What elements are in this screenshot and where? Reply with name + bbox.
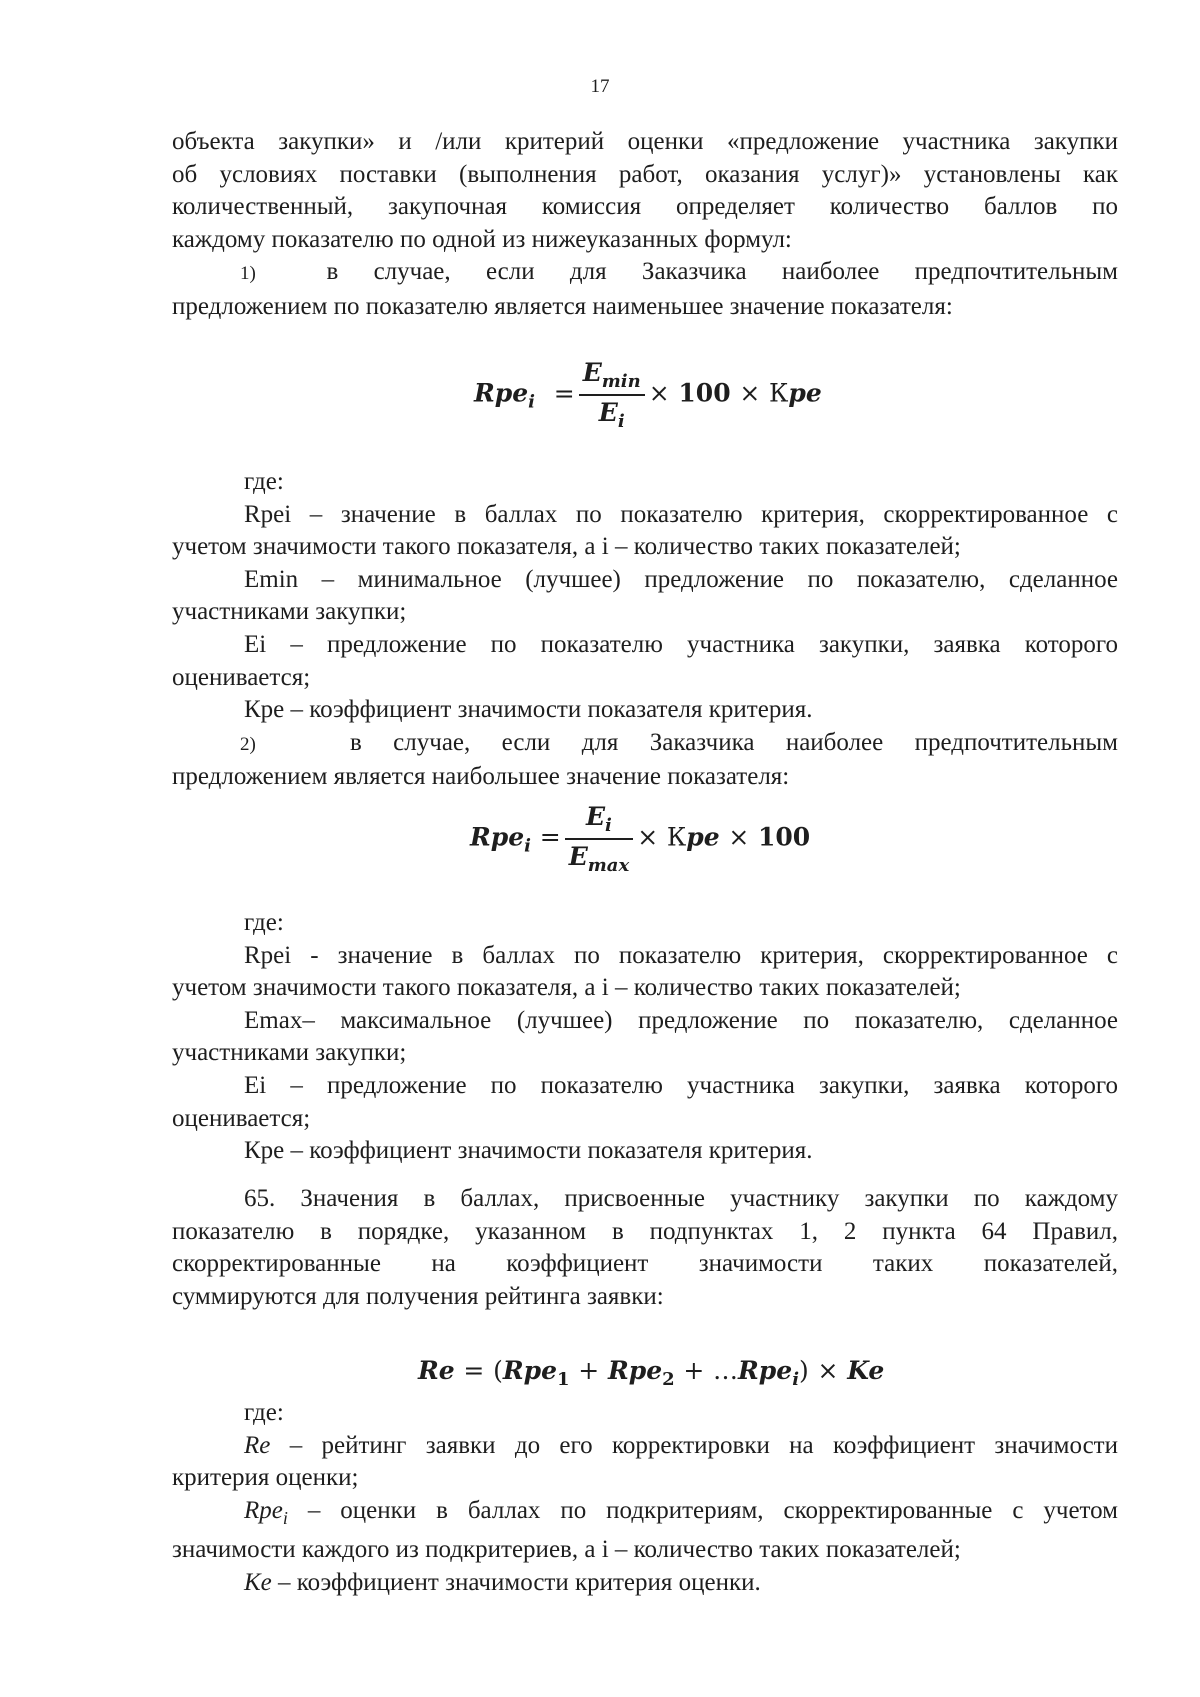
times-sign: × — [739, 378, 761, 408]
formula-pe: pe — [686, 822, 720, 852]
formula-ke: Ke — [847, 1356, 885, 1385]
close-paren: ) — [799, 1356, 809, 1385]
text-line: предложением является наибольшее значение показателя: — [172, 763, 790, 791]
text-line: Rpei - значение в баллах по показателю критерия, скорректированное с — [244, 941, 1118, 969]
text-line: Emax– максимальное (лучшее) предложение по показателю, сделанное — [244, 1006, 1118, 1034]
text-line: участниками закупки; — [172, 1039, 407, 1067]
where-label: где: — [244, 468, 284, 495]
formula-max — [470, 802, 810, 876]
text-line: Кре – коэффициент значимости показателя критерия. — [244, 1137, 813, 1165]
text-line: количественный, закупочная комиссия определяет количество баллов по — [172, 193, 1118, 221]
formula-min — [474, 358, 822, 432]
ke-text: – коэффициент значимости критерия оценки. — [271, 1568, 761, 1596]
text-line: Emin – минимальное (лучшее) предложение по показателю, сделанное — [244, 565, 1118, 593]
text-line: Кре – коэффициент значимости показателя критерия. — [244, 696, 813, 724]
fraction-denominator-sub: max — [587, 855, 630, 876]
formula-eq: = — [463, 1356, 485, 1385]
rpe-text: – оценки в баллах по подкритериям, скорректированные с учетом — [287, 1496, 1118, 1524]
text-line: оценивается; — [172, 663, 311, 691]
formula-sub: i — [792, 1369, 800, 1390]
formula-pe: pe — [788, 378, 822, 408]
formula-constant: 100 — [758, 822, 811, 852]
ke-term: Ke — [244, 1568, 272, 1596]
case2-line — [172, 727, 1118, 762]
plus-sign: + — [578, 1356, 600, 1385]
case1-number: 1) — [240, 263, 256, 285]
formula-sub: 1 — [557, 1369, 570, 1390]
ellipsis: … — [713, 1356, 739, 1385]
rpe-term-sub: i — [282, 1507, 288, 1528]
fraction-denominator-sub: i — [617, 411, 625, 432]
text-line: показателю в порядке, указанном в подпунктах 1, 2 пункта 64 Правил, — [172, 1217, 1118, 1245]
text-line: скорректированные на коэффициент значимости таких показателей, — [172, 1250, 1118, 1278]
text-line: объекта закупки» и /или критерий оценки «предложение участника закупки — [172, 128, 1118, 155]
formula-eq: = — [553, 378, 575, 408]
formula-sub: 2 — [662, 1369, 675, 1390]
text-line: суммируются для получения рейтинга заявки: — [172, 1282, 664, 1310]
re-definition — [172, 1430, 1118, 1463]
formula-lhs: Rpe — [470, 822, 525, 852]
text-line: значимости каждого из подкритериев, а i – количество таких показателей; — [172, 1536, 961, 1564]
re-text: – рейтинг заявки до его корректировки на коэффициент значимости — [270, 1431, 1118, 1459]
formula-constant: 100 — [678, 378, 731, 408]
text-line: об условиях поставки (выполнения работ, оказания услуг)» установлены как — [172, 160, 1118, 188]
formula-lhs-sub: i — [524, 835, 532, 857]
page-number: 17 — [590, 76, 610, 97]
paragraph-65 — [172, 1183, 1118, 1313]
rpe-term: Rpe — [244, 1496, 283, 1524]
formula-k: К — [666, 822, 687, 852]
formula-re: Re — [418, 1356, 455, 1385]
fraction-denominator: E — [598, 398, 618, 427]
text-line: Ei – предложение по показателю участника закупки, заявка которого — [244, 630, 1118, 658]
where-block-1 — [172, 466, 1118, 794]
plus-sign: + — [683, 1356, 705, 1385]
case2-number: 2) — [240, 733, 256, 755]
text-line: оценивается; — [172, 1104, 311, 1132]
text-line: предложением по показателю является наименьшее значение показателя: — [172, 292, 953, 320]
formula-fraction — [565, 802, 634, 876]
text-line: критерия оценки; — [172, 1464, 359, 1492]
times-sign: × — [817, 1356, 839, 1385]
text-line: учетом значимости такого показателя, а i – количество таких показателей; — [172, 974, 961, 1002]
formula-rpe: Rpe — [502, 1356, 558, 1385]
formula-rating — [418, 1356, 884, 1390]
text-line: учетом значимости такого показателя, а i – количество таких показателей; — [172, 533, 961, 561]
ke-definition — [172, 1567, 1118, 1600]
formula-rpe: Rpe — [738, 1356, 793, 1385]
re-term: Re — [244, 1431, 271, 1459]
formula-eq: = — [539, 822, 561, 852]
fraction-numerator-sub: i — [605, 815, 612, 836]
text-line: участниками закупки; — [172, 598, 407, 626]
where-label: где: — [244, 1399, 284, 1426]
text-line: каждому показателю по одной из нижеуказанных формул: — [172, 225, 792, 253]
formula-lhs: Rpe — [474, 378, 529, 408]
case2-text: в случае, если для Заказчика наиболее предпочтительным — [349, 728, 1118, 756]
formula-rpe: Rpe — [607, 1356, 663, 1385]
fraction-numerator-sub: min — [601, 371, 641, 392]
text-line: 65. Значения в баллах, присвоенные участнику закупки по каждому — [244, 1185, 1118, 1212]
where-label: где: — [244, 909, 284, 936]
case1-line — [172, 256, 1118, 291]
formula-k: К — [768, 378, 789, 408]
where-block-2 — [172, 907, 1118, 1168]
text-line: Ei – предложение по показателю участника закупки, заявка которого — [244, 1071, 1118, 1099]
times-sign: × — [637, 822, 659, 852]
formula-fraction — [579, 358, 645, 432]
case1-text: в случае, если для Заказчика наиболее предпочтительным — [326, 258, 1119, 286]
fraction-denominator: E — [568, 842, 588, 871]
times-sign: × — [728, 822, 750, 852]
open-paren: ( — [493, 1356, 503, 1385]
fraction-numerator: E — [585, 802, 606, 831]
text-line: Rpei – значение в баллах по показателю критерия, скорректированное с — [244, 500, 1118, 528]
rpe-definition — [172, 1495, 1118, 1535]
times-sign: × — [648, 378, 670, 408]
where-block-3 — [172, 1397, 1118, 1600]
fraction-numerator: E — [582, 358, 602, 387]
formula-lhs-sub: i — [528, 391, 536, 413]
intro-paragraph — [172, 126, 1118, 324]
